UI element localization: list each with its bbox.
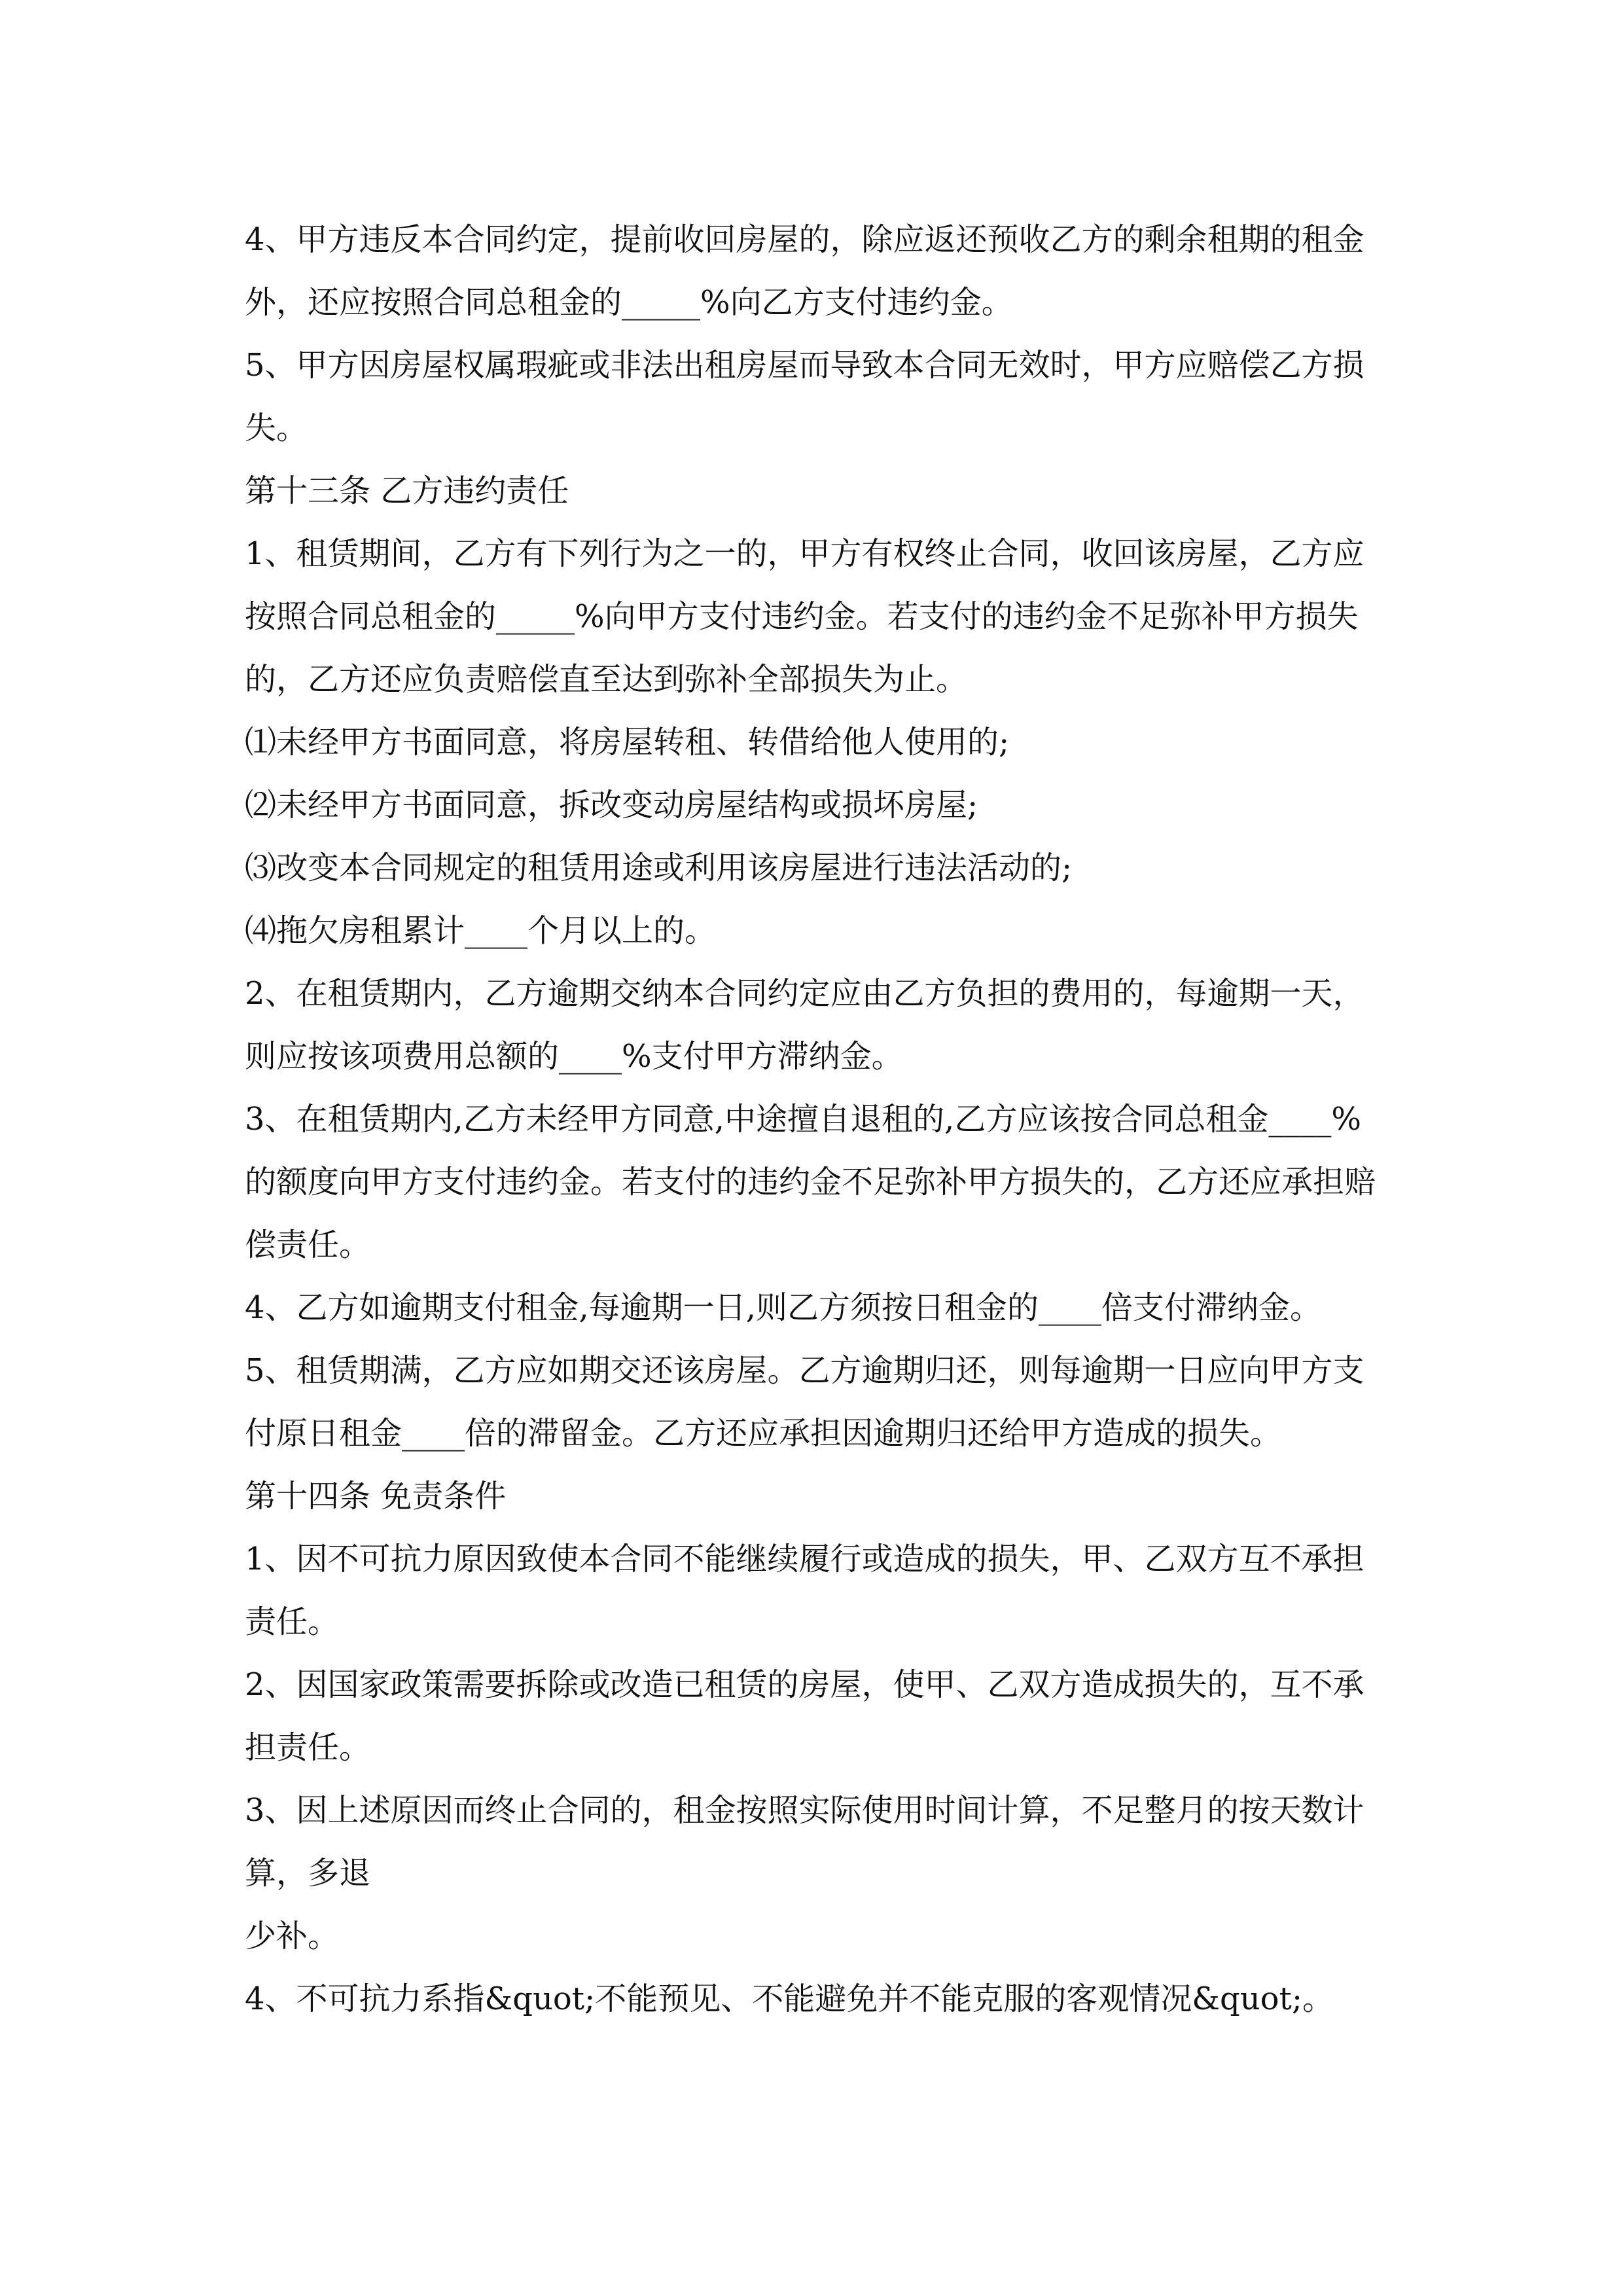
paragraph: 5、租赁期满，乙方应如期交还该房屋。乙方逾期归还，则每逾期一日应向甲方支付原日租金____倍的滞留金。乙方还应承担因逾期归还给甲方造成的损失。 — [245, 1352, 1364, 1452]
list-item: ⑵未经甲方书面同意，拆改变动房屋结构或损坏房屋; — [245, 787, 978, 823]
paragraph: 2、在租赁期内，乙方逾期交纳本合同约定应由乙方负担的费用的，每逾期一天，则应按该项费用总额的____%支付甲方滞纳金。 — [245, 975, 1364, 1075]
paragraph: 1、租赁期间，乙方有下列行为之一的，甲方有权终止合同，收回该房屋，乙方应按照合同总租金的_____%向甲方支付违约金。若支付的违约金不足弥补甲方损失的，乙方还应负责赔偿直至达到弥补全部损失为止。 — [245, 535, 1364, 698]
paragraph: 4、不可抗力系指&quot;不能预见、不能避免并不能克服的客观情况&quot;。 — [245, 1981, 1334, 2017]
section-heading: 第十四条 免责条件 — [245, 1478, 507, 1515]
list-item: ⑶改变本合同规定的租赁用途或利用该房屋进行违法活动的; — [245, 850, 1073, 886]
paragraph: 4、乙方如逾期支付租金,每逾期一日,则乙方须按日租金的____倍支付滞纳金。 — [245, 1289, 1322, 1326]
paragraph: 少补。 — [245, 1918, 340, 1954]
section-heading: 第十三条 乙方违约责任 — [245, 473, 569, 509]
list-item: ⑷拖欠房租累计____个月以上的。 — [245, 912, 717, 949]
paragraph: 5、甲方因房屋权属瑕疵或非法出租房屋而导致本合同无效时，甲方应赔偿乙方损失。 — [245, 347, 1364, 446]
paragraph: 4、甲方违反本合同约定，提前收回房屋的，除应返还预收乙方的剩余租期的租金外，还应按照合同总租金的_____%向乙方支付违约金。 — [245, 221, 1364, 321]
paragraph: 2、因国家政策需要拆除或改造已租赁的房屋，使甲、乙双方造成损失的，互不承担责任。 — [245, 1666, 1364, 1766]
paragraph: 3、因上述原因而终止合同的，租金按照实际使用时间计算，不足整月的按天数计算，多退 — [245, 1792, 1364, 1892]
paragraph: 1、因不可抗力原因致使本合同不能继续履行或造成的损失，甲、乙双方互不承担责任。 — [245, 1541, 1364, 1640]
list-item: ⑴未经甲方书面同意，将房屋转租、转借给他人使用的; — [245, 724, 1010, 761]
paragraph: 3、在租赁期内,乙方未经甲方同意,中途擅自退租的,乙方应该按合同总租金____%的额度向甲方支付违约金。若支付的违约金不足弥补甲方损失的，乙方还应承担赔偿责任。 — [245, 1101, 1376, 1263]
document-body — [245, 208, 1383, 2030]
